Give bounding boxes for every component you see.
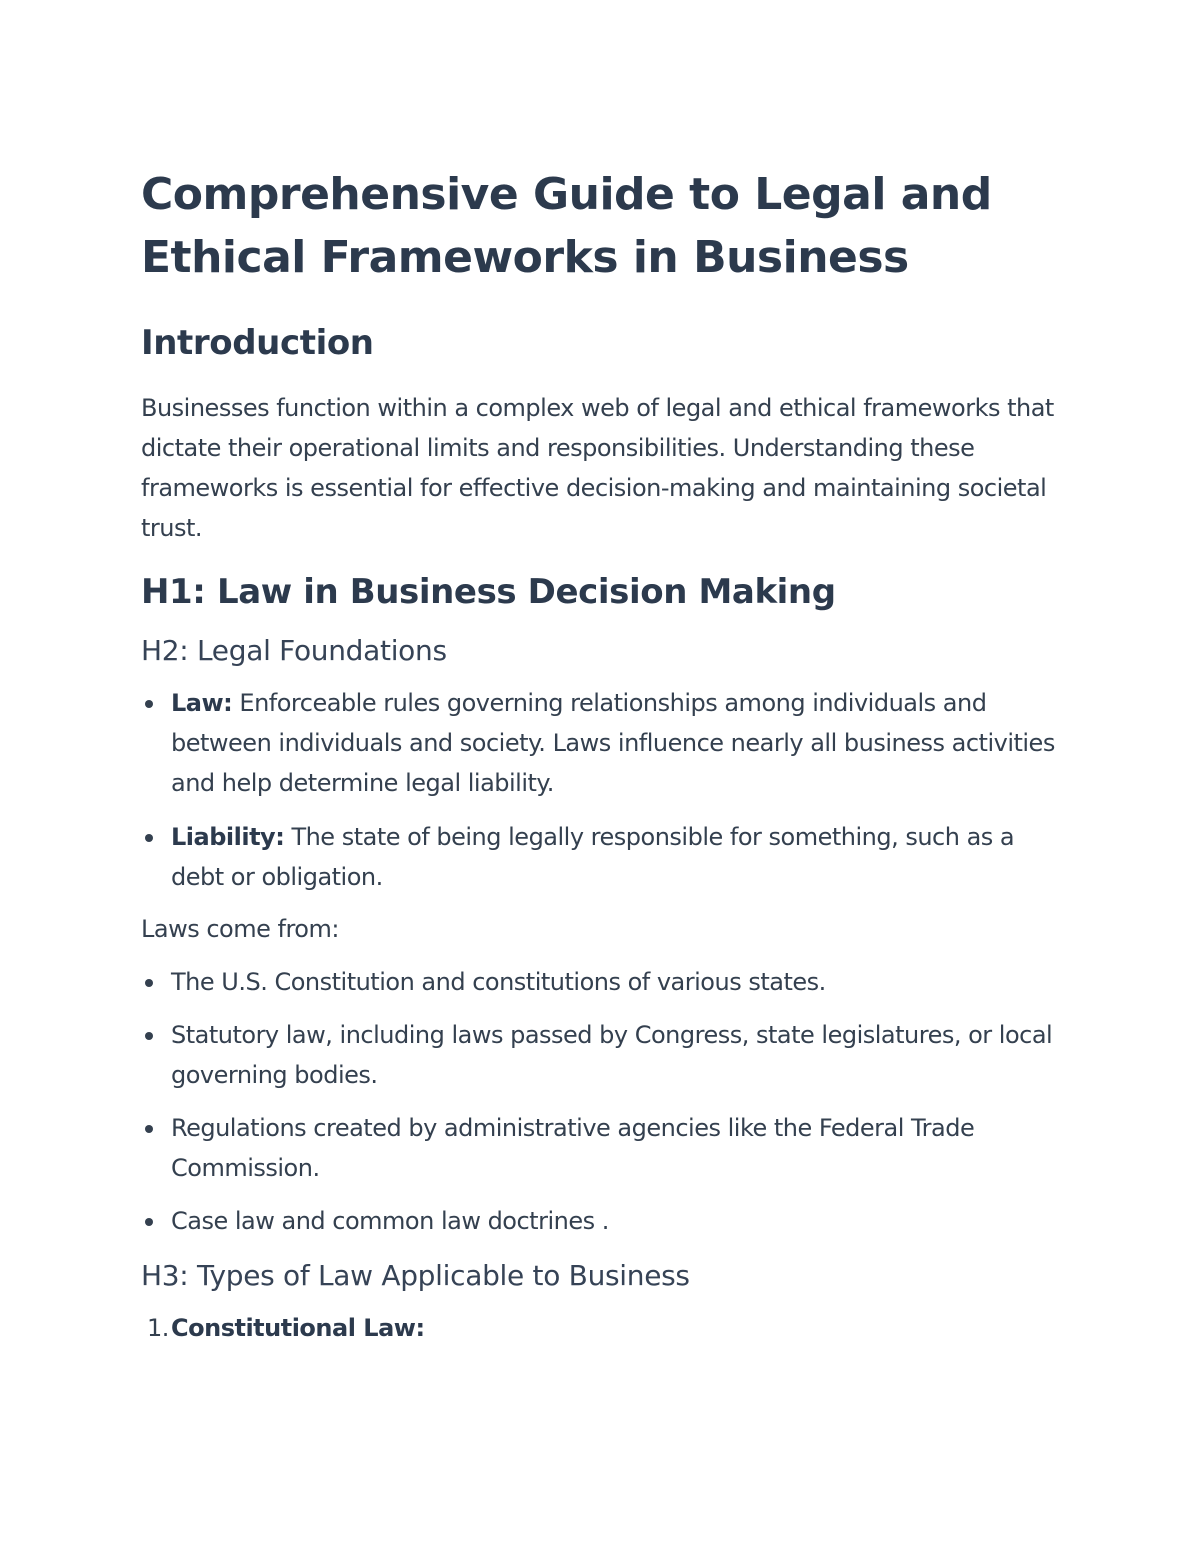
list-item bbox=[141, 1201, 1060, 1241]
source-text: Regulations created by administrative agencies like the Federal Trade Commission. bbox=[171, 1114, 975, 1182]
bullet-icon bbox=[145, 700, 153, 708]
legal-foundations-heading: H2: Legal Foundations bbox=[141, 634, 447, 667]
list-item bbox=[141, 962, 1060, 1002]
list-item bbox=[141, 683, 1060, 803]
source-text: Case law and common law doctrines . bbox=[171, 1207, 609, 1235]
definition-term: Liability: bbox=[171, 823, 285, 851]
definition-text: Enforceable rules governing relationships among individuals and between individuals and society. Laws influence nearly all business activities and help determine legal liability. bbox=[171, 689, 1055, 797]
list-item bbox=[141, 1108, 1060, 1188]
list-number: 1. bbox=[147, 1314, 169, 1342]
definition-term: Law: bbox=[171, 689, 233, 717]
source-text: The U.S. Constitution and constitutions of various states. bbox=[171, 968, 826, 996]
sources-intro: Laws come from: bbox=[141, 915, 339, 943]
list-item bbox=[141, 817, 1060, 897]
list-item bbox=[141, 1308, 1060, 1348]
list-item bbox=[141, 1015, 1060, 1095]
bullet-icon bbox=[145, 1125, 153, 1133]
bullet-icon bbox=[145, 1218, 153, 1226]
bullet-icon bbox=[145, 979, 153, 987]
document-title: Comprehensive Guide to Legal and Ethical Frameworks in Business bbox=[141, 169, 992, 283]
law-in-business-heading: H1: Law in Business Decision Making bbox=[141, 572, 836, 612]
bullet-icon bbox=[145, 1032, 153, 1040]
introduction-paragraph: Businesses function within a complex web of legal and ethical frameworks that dictate their operational limits and responsibilities. Understanding these frameworks is essential for effective decision-making and maintaining societal trust. bbox=[141, 394, 1054, 542]
source-text: Statutory law, including laws passed by Congress, state legislatures, or local governing bodies. bbox=[171, 1021, 1053, 1089]
definition-text: The state of being legally responsible for something, such as a debt or obligation. bbox=[171, 823, 1015, 891]
definitions-list bbox=[141, 683, 1060, 897]
sources-list bbox=[141, 962, 1060, 1241]
types-of-law-list bbox=[141, 1308, 1060, 1348]
law-type-term: Constitutional Law: bbox=[171, 1314, 425, 1342]
bullet-icon bbox=[145, 834, 153, 842]
introduction-heading: Introduction bbox=[141, 323, 374, 363]
types-of-law-heading: H3: Types of Law Applicable to Business bbox=[141, 1259, 690, 1292]
